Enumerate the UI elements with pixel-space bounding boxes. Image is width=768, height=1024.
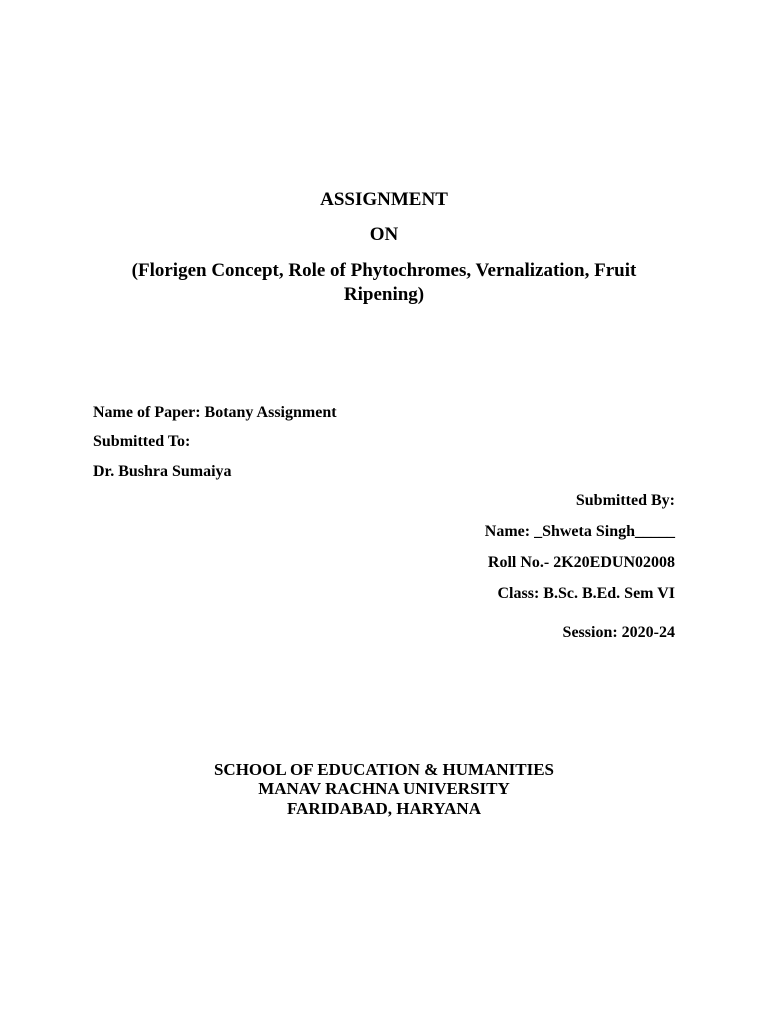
assignment-heading: ASSIGNMENT: [320, 189, 448, 210]
university-name: MANAV RACHNA UNIVERSITY: [258, 779, 510, 798]
session-info: Session: 2020-24: [562, 624, 675, 641]
on-heading: ON: [369, 224, 399, 245]
school-name: SCHOOL OF EDUCATION & HUMANITIES: [213, 760, 555, 779]
roll-number: Roll No.- 2K20EDUN02008: [487, 554, 675, 571]
student-name: Name: _Shweta Singh_____: [484, 523, 675, 540]
assignment-topics: (Florigen Concept, Role of Phytochromes, Vernalization, Fruit Ripening): [131, 260, 637, 305]
class-info: Class: B.Sc. B.Ed. Sem VI: [497, 585, 675, 602]
submitted-to-label: Submitted To:: [93, 433, 191, 450]
university-location: FARIDABAD, HARYANA: [287, 799, 481, 818]
submitted-to-name: Dr. Bushra Sumaiya: [93, 463, 232, 480]
submitted-by-label: Submitted By:: [575, 492, 675, 509]
paper-name: Name of Paper: Botany Assignment: [93, 404, 337, 421]
